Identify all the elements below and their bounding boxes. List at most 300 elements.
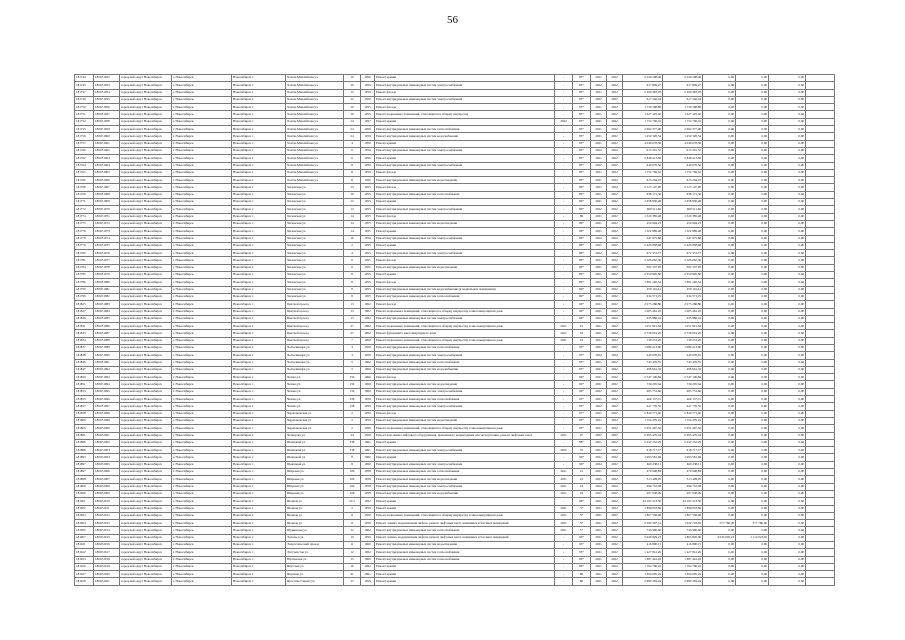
table-row	[75, 235, 835, 242]
table-cell: Ремонт крыши	[375, 505, 555, 512]
table-cell: 0,00	[736, 213, 769, 220]
table-cell: 1959	[361, 133, 375, 140]
table-cell: 347 975,86	[663, 235, 703, 242]
table-cell-empty	[806, 417, 835, 424]
table-cell-empty	[806, 461, 835, 468]
table-row	[75, 388, 835, 395]
table-cell: Новосибирск г.	[232, 483, 286, 490]
table-cell: 0,00	[769, 461, 806, 468]
table-cell: 12	[344, 206, 361, 213]
table-cell: 12	[344, 199, 361, 206]
table-cell: 181838	[75, 352, 94, 359]
table-cell: 2022	[607, 213, 623, 220]
table-cell: Ремонт подвальных помещений, относящихся к общему имуществу в многоквартирном доме	[375, 512, 555, 519]
table-row	[75, 162, 835, 169]
table-cell: 2	[344, 505, 361, 512]
table-cell: Ремонт внутридомовых инженерных систем электроснабжения	[375, 352, 555, 359]
table-cell: г. Новосибирск	[172, 374, 232, 381]
table-cell: 0,00	[769, 140, 806, 147]
table-cell: 0,00	[769, 104, 806, 111]
table-cell: 2021	[555, 483, 573, 490]
table-cell: 6	[344, 257, 361, 264]
table-cell: городской округ Новосибирск	[120, 308, 172, 315]
table-cell-empty	[806, 191, 835, 198]
table-cell: 2 951 467,32	[663, 425, 703, 432]
table-cell: 695 751,66	[663, 388, 703, 395]
table-cell: 0,00	[703, 542, 736, 549]
table-cell: Шевцовой ул.	[286, 461, 344, 468]
table-cell: Хилокская ул.	[286, 272, 344, 279]
table-cell: 181850	[75, 374, 94, 381]
table-cell: 1801E1995	[94, 388, 120, 395]
table-cell: 1960	[361, 542, 375, 549]
table-cell: 2 547 100,84	[623, 374, 663, 381]
table-cell: городской округ Новосибирск	[120, 542, 172, 549]
table-cell: Новосибирск г.	[232, 133, 286, 140]
table-cell: Новосибирск г.	[232, 199, 286, 206]
table-cell: 2022	[591, 388, 607, 395]
table-cell: Новосибирск г.	[232, 250, 286, 257]
table-cell: 0,00	[769, 534, 806, 541]
table-cell: Новосибирск г.	[232, 330, 286, 337]
table-cell: Новосибирск г.	[232, 563, 286, 570]
table-cell: 181752	[75, 118, 94, 125]
table-cell: Ханты-Мансийская ул.	[286, 133, 344, 140]
table-cell: городской округ Новосибирск	[120, 242, 172, 249]
table-cell: 0,00	[769, 82, 806, 89]
table-cell: 181881	[75, 432, 94, 439]
table-cell: 0,00	[769, 454, 806, 461]
table-cell: 2022	[607, 82, 623, 89]
table-cell: 0,00	[769, 374, 806, 381]
table-cell: Ремонт внутридомовых инженерных систем водоотведения	[375, 417, 555, 424]
table-cell: 85*	[573, 82, 591, 89]
table-cell: 0,00	[703, 126, 736, 133]
table-cell: Новосибирск г.	[232, 454, 286, 461]
table-cell: 0,00	[769, 118, 806, 125]
table-cell: 0,00	[703, 454, 736, 461]
table-cell: 2021	[591, 366, 607, 373]
table-cell-empty	[806, 388, 835, 395]
table-cell: 1 086 213,90	[623, 344, 663, 351]
table-cell: 1801E1955	[94, 96, 120, 103]
table-cell: 85*	[573, 133, 591, 140]
table-cell: 0,00	[736, 388, 769, 395]
table-cell: 15	[344, 556, 361, 563]
table-cell: 95*	[573, 425, 591, 432]
table-cell: 1960	[361, 388, 375, 395]
table-cell: 2021	[591, 75, 607, 82]
table-cell: 0,00	[703, 498, 736, 505]
table-cell: Новосибирск г.	[232, 140, 286, 147]
table-cell: 85*	[573, 89, 591, 96]
table-cell: 90*	[573, 308, 591, 315]
table-cell: 181846	[75, 359, 94, 366]
table-cell: 0,00	[703, 301, 736, 308]
table-cell: 0,00	[703, 439, 736, 446]
table-cell-empty	[806, 534, 835, 541]
table-cell: 0,00	[703, 556, 736, 563]
table-cell: 8	[344, 454, 361, 461]
table-cell: 0,00	[736, 512, 769, 519]
table-cell: 2021	[591, 469, 607, 476]
table-cell: 1 005 481,45	[623, 308, 663, 315]
table-cell: Новосибирск г.	[232, 534, 286, 541]
table-cell: г. Новосибирск	[172, 352, 232, 359]
table-cell: 392 337,95	[663, 264, 703, 271]
table-cell: 1801E2006	[94, 469, 120, 476]
table-cell: 0,00	[769, 520, 806, 527]
table-cell: 0,00	[769, 235, 806, 242]
table-cell: 1801E1984	[94, 308, 120, 315]
table-cell: Новосибирск г.	[232, 527, 286, 534]
table-cell: городской округ Новосибирск	[120, 199, 172, 206]
table-cell: 2 350 820,80	[663, 272, 703, 279]
table-cell: Ремонт крыши	[375, 75, 555, 82]
table-cell: 1956	[361, 505, 375, 512]
table-cell: 0,00	[769, 111, 806, 118]
table-cell: 2022	[607, 439, 623, 446]
table-cell: Новосибирск г.	[232, 315, 286, 322]
table-cell: 181834	[75, 337, 94, 344]
table-cell: 89*	[573, 286, 591, 293]
table-row	[75, 220, 835, 227]
table-cell: 0,00	[703, 359, 736, 366]
table-cell: 1801E1975	[94, 242, 120, 249]
table-cell: 181847	[75, 366, 94, 373]
table-cell: 496 701,39	[663, 483, 703, 490]
table-cell: 1956	[361, 147, 375, 154]
table-cell: городской округ Новосибирск	[120, 374, 172, 381]
table-cell: 1958	[361, 490, 375, 497]
table-cell: г. Новосибирск	[172, 469, 232, 476]
table-cell: 2021	[591, 337, 607, 344]
table-cell: 1955	[361, 220, 375, 227]
table-cell: г. Новосибирск	[172, 82, 232, 89]
table-cell: 181790	[75, 286, 94, 293]
table-row	[75, 374, 835, 381]
table-cell: 2022	[607, 118, 623, 125]
table-cell: 2	[344, 425, 361, 432]
table-cell: -	[555, 257, 573, 264]
table-cell: 2021	[555, 469, 573, 476]
table-cell: 0,00	[736, 162, 769, 169]
table-cell: 2022	[607, 359, 623, 366]
table-cell: -	[555, 534, 573, 541]
table-cell: 2021	[591, 534, 607, 541]
table-cell: г. Новосибирск	[172, 286, 232, 293]
table-cell: 2022	[607, 133, 623, 140]
table-cell: 2021	[591, 520, 607, 527]
table-cell: 85*	[573, 155, 591, 162]
table-cell: 1801E1974	[94, 235, 120, 242]
table-cell: 0,00	[703, 228, 736, 235]
table-cell: городской округ Новосибирск	[120, 89, 172, 96]
table-cell: 0,00	[769, 293, 806, 300]
table-cell: 0,00	[769, 556, 806, 563]
table-cell: Ремонт крыши	[375, 571, 555, 578]
table-cell: -	[555, 235, 573, 242]
table-cell: Новосибирск г.	[232, 498, 286, 505]
table-cell: 2021	[591, 155, 607, 162]
table-cell: 1955	[361, 279, 375, 286]
table-cell: 0,00	[736, 264, 769, 271]
table-cell: Ханты-Мансийская ул.	[286, 82, 344, 89]
table-cell: городской округ Новосибирск	[120, 228, 172, 235]
table-cell: 0,00	[703, 330, 736, 337]
table-cell: 2022	[607, 235, 623, 242]
table-cell: 1955	[361, 191, 375, 198]
table-cell: Чехова ул.	[286, 374, 344, 381]
table-cell: 181857	[75, 403, 94, 410]
table-cell: Ремонт внутридомовых инженерных систем электроснабжения	[375, 315, 555, 322]
table-cell: 181760	[75, 147, 94, 154]
table-cell: 109	[344, 490, 361, 497]
table-row	[75, 75, 835, 82]
table-cell: Ремонт подвальных помещений, относящихся к общему имуществу	[375, 111, 555, 118]
table-cell: 1 899 853,80	[623, 505, 663, 512]
table-cell-empty	[806, 155, 835, 162]
table-cell: 1 951 821,04	[623, 323, 663, 330]
table-cell: 1958	[361, 476, 375, 483]
table-cell: г. Новосибирск	[172, 454, 232, 461]
table-cell: 181928	[75, 578, 94, 585]
table-cell: Ремонт внутридомовых инженерных систем электроснабжения	[375, 235, 555, 242]
table-cell: 2 848 413,96	[663, 155, 703, 162]
table-cell-empty	[806, 344, 835, 351]
table-cell: Новосибирск г.	[232, 308, 286, 315]
table-cell: 1959	[361, 578, 375, 585]
table-cell: 1 450 320,54	[663, 133, 703, 140]
table-cell: 1801E2003	[94, 447, 120, 454]
table-cell: 2022	[591, 162, 607, 169]
table-cell: 95*	[573, 417, 591, 424]
table-cell: 2022	[607, 374, 623, 381]
table-cell: 0,00	[703, 147, 736, 154]
table-cell: 1801E2020	[94, 571, 120, 578]
table-cell: 1801E1987	[94, 330, 120, 337]
table-cell: 0,00	[736, 272, 769, 279]
table-cell-empty	[806, 432, 835, 439]
table-cell: Хилокская ул.	[286, 279, 344, 286]
table-cell: 2022	[607, 228, 623, 235]
table-cell: Новосибирск г.	[232, 257, 286, 264]
table-cell: 2021	[555, 323, 573, 330]
table-cell: 2 123 147,90	[663, 184, 703, 191]
table-cell: Ханты-Мансийская ул.	[286, 75, 344, 82]
table-cell: 0,00	[769, 191, 806, 198]
table-cell-empty	[806, 563, 835, 570]
table-cell: 93*	[573, 352, 591, 359]
table-cell: 2022	[555, 118, 573, 125]
table-row	[75, 439, 835, 446]
table-cell: 2022	[591, 206, 607, 213]
table-cell: Ремонт внутридомовых инженерных систем водоснабжения	[375, 133, 555, 140]
table-cell: 2022	[607, 556, 623, 563]
table-cell: 0,00	[703, 352, 736, 359]
table-cell: 2021	[591, 563, 607, 570]
table-cell: 0,00	[703, 206, 736, 213]
table-cell: 2022	[607, 140, 623, 147]
table-cell: 2 540 298,42	[623, 75, 663, 82]
table-cell: 181757	[75, 140, 94, 147]
table-cell: 85*	[573, 126, 591, 133]
table-cell: Широкая ул.	[286, 476, 344, 483]
table-cell: 181775	[75, 220, 94, 227]
table-cell: 2	[344, 410, 361, 417]
table-cell: г. Новосибирск	[172, 403, 232, 410]
table-cell: г. Новосибирск	[172, 264, 232, 271]
table-cell: 1960	[361, 359, 375, 366]
table-cell: 1 922 701,04	[663, 520, 703, 527]
table-cell-empty	[806, 169, 835, 176]
table-cell: городской округ Новосибирск	[120, 323, 172, 330]
table-cell: 1801E2016	[94, 542, 120, 549]
table-cell: 1801E1998	[94, 410, 120, 417]
table-cell: 470 990,83	[663, 469, 703, 476]
table-cell: 634 571,25	[623, 293, 663, 300]
table-cell: Новосибирск г.	[232, 118, 286, 125]
table-cell: Новосибирск г.	[232, 410, 286, 417]
table-cell: 2022	[607, 242, 623, 249]
table-cell: 1 881 240,54	[623, 279, 663, 286]
table-cell: 207 936,49	[623, 490, 663, 497]
table-cell: 89	[573, 213, 591, 220]
table-cell: 2022	[607, 126, 623, 133]
table-cell: 2022	[555, 447, 573, 454]
table-cell: 2022	[607, 505, 623, 512]
table-cell: Хилокская ул.	[286, 206, 344, 213]
table-cell-empty	[806, 133, 835, 140]
table-row	[75, 483, 835, 490]
table-cell: 0,00	[769, 220, 806, 227]
table-cell: 0,00	[703, 476, 736, 483]
table-cell: г. Новосибирск	[172, 242, 232, 249]
table-cell: 85*	[573, 104, 591, 111]
table-cell: 181781	[75, 257, 94, 264]
table-cell: 0,00	[736, 542, 769, 549]
table-row	[75, 447, 835, 454]
table-cell: 0,00	[703, 279, 736, 286]
table-cell: 2022	[607, 169, 623, 176]
table-cell: Ремонт внутридомовых инженерных систем электроснабжения	[375, 162, 555, 169]
table-cell: Новосибирск г.	[232, 228, 286, 235]
table-cell: Хилокская ул.	[286, 257, 344, 264]
table-cell: Ремонт крыши	[375, 272, 555, 279]
table-cell: 2 106 062,30	[663, 257, 703, 264]
table-cell: Хилокская ул.	[286, 199, 344, 206]
table-cell: городской округ Новосибирск	[120, 272, 172, 279]
table-cell: 617 809,47	[623, 82, 663, 89]
table-cell: г. Новосибирск	[172, 235, 232, 242]
table-cell: -	[555, 286, 573, 293]
table-cell: Ремонт крыши	[375, 242, 555, 249]
table-row	[75, 534, 835, 541]
table-cell: Новосибирск г.	[232, 344, 286, 351]
table-cell: -	[555, 191, 573, 198]
table-cell: городской округ Новосибирск	[120, 162, 172, 169]
table-cell: -	[555, 381, 573, 388]
table-cell: 0,00	[769, 228, 806, 235]
table-cell: -	[555, 410, 573, 417]
table-cell: 181751	[75, 111, 94, 118]
table-cell: Хилокская ул.	[286, 228, 344, 235]
table-cell: 181786	[75, 279, 94, 286]
table-cell: Ханты-Мансийская ул.	[286, 104, 344, 111]
table-cell: 2021	[591, 279, 607, 286]
table-cell: 2021	[591, 505, 607, 512]
table-cell: 1958	[361, 483, 375, 490]
table-cell: 90*	[573, 315, 591, 322]
table-cell: г. Новосибирск	[172, 381, 232, 388]
table-cell: 0,00	[703, 82, 736, 89]
table-cell: 450 964,25	[623, 220, 663, 227]
table-cell: -	[555, 549, 573, 556]
table-cell: 13	[344, 308, 361, 315]
table-cell: г. Новосибирск	[172, 118, 232, 125]
table-cell: Ханты-Мансийская ул.	[286, 111, 344, 118]
table-cell: 0,00	[736, 235, 769, 242]
table-cell: 109	[344, 469, 361, 476]
table-cell: 1962	[361, 308, 375, 315]
table-cell: 158	[344, 403, 361, 410]
table-cell: 0,00	[736, 308, 769, 315]
table-cell-empty	[806, 556, 835, 563]
table-row	[75, 199, 835, 206]
table-cell: 2022	[607, 498, 623, 505]
table-cell: -	[555, 403, 573, 410]
table-cell: 392 337,95	[623, 264, 663, 271]
table-cell: г. Новосибирск	[172, 359, 232, 366]
table-cell: 449 676,56	[623, 162, 663, 169]
table-cell: 0,00	[769, 563, 806, 570]
table-cell: 11	[344, 542, 361, 549]
table-cell-empty	[806, 476, 835, 483]
table-cell: Новосибирск г.	[232, 286, 286, 293]
table-cell: 1960	[361, 366, 375, 373]
table-cell: 450 964,25	[663, 220, 703, 227]
table-cell: Новосибирск г.	[232, 89, 286, 96]
page-number: 56	[447, 14, 458, 26]
table-cell: 743 996,46	[663, 527, 703, 534]
table-cell: 16	[344, 563, 361, 570]
table-cell: -	[555, 169, 573, 176]
table-cell: 2021	[591, 264, 607, 271]
table-cell: г. Новосибирск	[172, 417, 232, 424]
table-row	[75, 169, 835, 176]
table-cell: 1801E1979	[94, 272, 120, 279]
table-cell: 181927	[75, 571, 94, 578]
table-cell-empty	[806, 571, 835, 578]
table-cell-empty	[806, 242, 835, 249]
table-cell: 0,00	[703, 527, 736, 534]
table-cell: 1801E1977	[94, 257, 120, 264]
table-cell: -	[555, 75, 573, 82]
table-cell: Ремонт внутридомовых инженерных систем электроснабжения	[375, 206, 555, 213]
table-cell: городской округ Новосибирск	[120, 527, 172, 534]
table-cell: 498 961,35	[663, 366, 703, 373]
table-cell: 1801E1992	[94, 366, 120, 373]
table-cell: г. Новосибирск	[172, 578, 232, 585]
table-cell: 24 197 213,36	[663, 498, 703, 505]
table-cell: г. Новосибирск	[172, 293, 232, 300]
table-cell: 181772	[75, 206, 94, 213]
table-row	[75, 396, 835, 403]
table-cell: Челюскинцев ул.	[286, 352, 344, 359]
table-cell: 2022	[607, 534, 623, 541]
table-cell: 0,00	[703, 308, 736, 315]
table-cell: 1801E1970	[94, 206, 120, 213]
